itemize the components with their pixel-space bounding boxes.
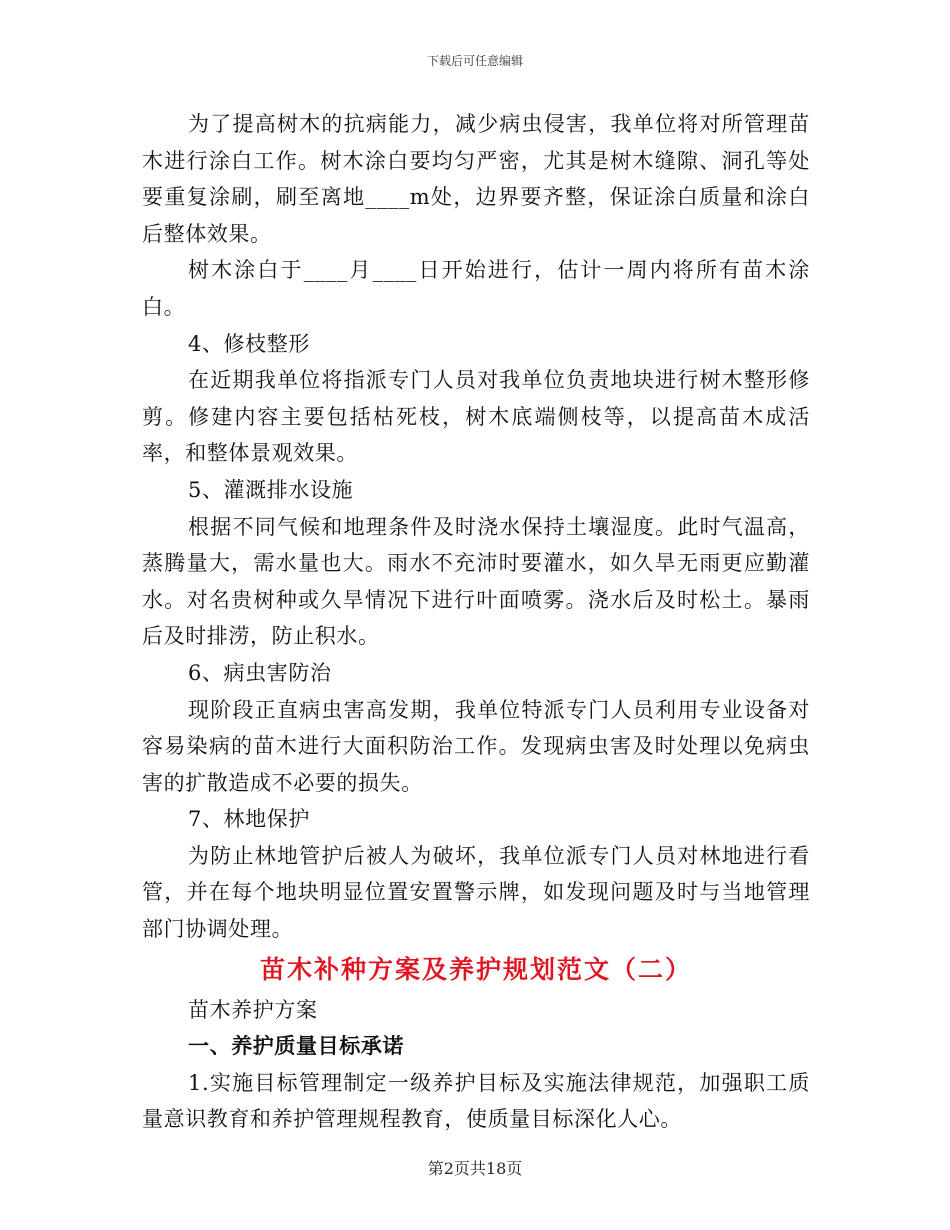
paragraph-whitewash: 为了提高树木的抗病能力，减少病虫侵害，我单位将对所管理苗木进行涂白工作。树木涂白要均匀严密，尤其是树木缝隙、洞孔等处要重复涂刷，刷至离地____m处，边界要齐整，保证涂白质量和涂白后整体效果。	[142, 112, 810, 246]
heading-pest-control: 6、病虫害防治	[188, 660, 332, 685]
page-footer: 第2页共18页	[427, 1159, 523, 1178]
paragraph-whitewash-date: 树木涂白于____月____日开始进行，估计一周内将所有苗木涂白。	[142, 258, 810, 319]
page-header: 下载后可任意编辑	[426, 54, 523, 68]
paragraph-pruning: 在近期我单位将指派专门人员对我单位负责地块进行树木整形修剪。修建内容主要包括枯死枝，树木底端侧枝等，以提高苗木成活率，和整体景观效果。	[142, 368, 810, 466]
heading-irrigation: 5、灌溉排水设施	[188, 477, 354, 502]
paragraph-forest-protection: 为防止林地管护后被人为破坏，我单位派专门人员对林地进行看管，并在每个地块明显位置安置警示牌，如发现问题及时与当地管理部门协调处理。	[142, 843, 810, 942]
paragraph-item-1: 1.实施目标管理制定一级养护目标及实施法律规范，加强职工质量意识教育和养护管理规程教育，使质量目标深化人心。	[142, 1070, 810, 1132]
section-subtitle: 苗木养护方案	[188, 997, 318, 1022]
heading-quality-goal: 一、养护质量目标承诺	[188, 1033, 404, 1059]
heading-pruning: 4、修枝整形	[188, 331, 310, 356]
paragraph-irrigation: 根据不同气候和地理条件及时浇水保持土壤湿度。此时气温高，蒸腾量大，需水量也大。雨水不充沛时要灌水，如久旱无雨更应勤灌水。对名贵树种或久旱情况下进行叶面喷雾。浇水后及时松土。暴雨后及时排涝，防止积水。	[142, 514, 810, 649]
document-body	[142, 106, 810, 1138]
paragraph-pest-control: 现阶段正直病虫害高发期，我单位特派专门人员利用专业设备对容易染病的苗木进行大面积防治工作。发现病虫害及时处理以免病虫害的扩散造成不必要的损失。	[142, 697, 810, 795]
heading-forest-protection: 7、林地保护	[188, 807, 310, 832]
section-title: 苗木补种方案及养护规划范文（二）	[259, 954, 692, 984]
